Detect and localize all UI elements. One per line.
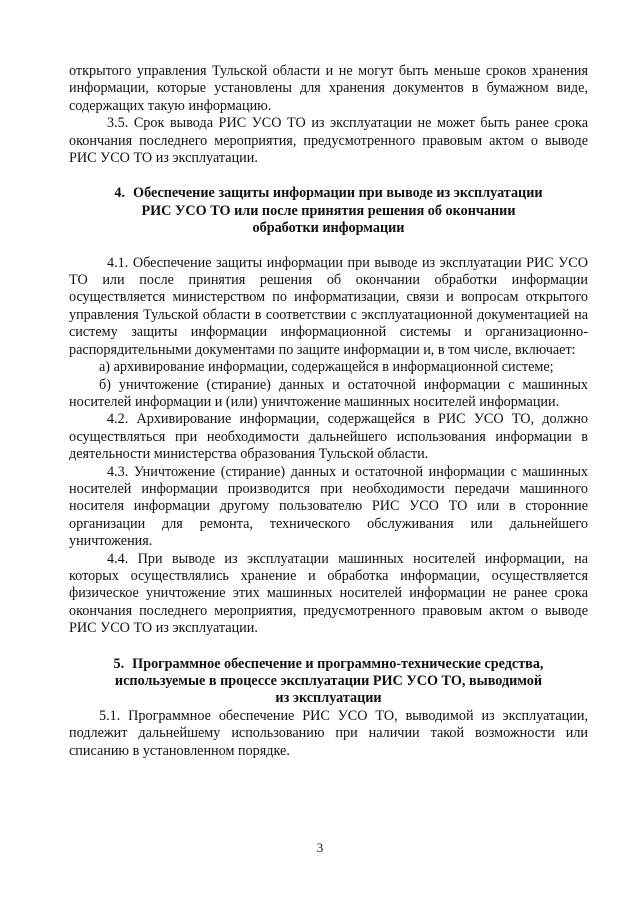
section-5-heading-line-3: из эксплуатации — [275, 690, 382, 707]
section-5-heading-line-1 — [69, 656, 588, 673]
section-spacer — [69, 167, 588, 185]
section-4-heading — [69, 185, 588, 237]
section-4-number: 4. — [114, 185, 126, 202]
document-body — [69, 63, 588, 760]
paragraph-4-1: 4.1. Обеспечение защиты информации при выводе из эксплуатации РИС УСО ТО или после принятия решения об окончании обработки информации осуществляется министерством по информатизации, связи и вопросам открытого управления Тульской области в соответствии с эксплуатационной документацией на систему защиты информации информационной системы и организационно-распорядительными документами по защите информации и, в том числе, включает: — [69, 254, 588, 358]
paragraph-4-3: 4.3. Уничтожение (стирание) данных и остаточной информации с машинных носителей информации производится при необходимости передачи машинного носителя информации другому пользователю РИС УСО ТО или в сторонние организации для ремонта, технического обслуживания или дальнейшего уничтожения. — [69, 463, 588, 550]
paragraph-4-1-a: а) архивирование информации, содержащейся в информационной системе; — [99, 359, 554, 376]
section-5-title-part-1: Программное обеспечение и программно-технические средства, — [132, 655, 544, 672]
paragraph-4-4: 4.4. При выводе из эксплуатации машинных носителей информации, на которых осуществлялись хранение и обработка информации, осуществляется физическое уничтожение этих машинных носителей информации не ранее срока окончания последнего мероприятия, предусмотренного правовым актом о выводе РИС УСО ТО из эксплуатации. — [69, 550, 588, 637]
section-5-heading-line-2: используемые в процессе эксплуатации РИС УСО ТО, выводимой — [114, 673, 543, 689]
section-4-title-part-1: Обеспечение защиты информации при выводе из эксплуатации — [133, 185, 543, 202]
paragraph-5-1: 5.1. Программное обеспечение РИС УСО ТО, выводимой из эксплуатации, подлежит дальнейшему использованию при наличии такой возможности или списанию в установленном порядке. — [69, 707, 588, 759]
paragraph-3-4-continuation: открытого управления Тульской области и не могут быть меньше сроков хранения информации, которые установлены для хранения документов в бумажном виде, содержащих такую информацию. — [69, 63, 588, 114]
page-number: 3 — [316, 840, 324, 855]
section-5-heading — [69, 656, 588, 708]
section-5-number: 5. — [113, 655, 125, 672]
paragraph-3-5: 3.5. Срок вывода РИС УСО ТО из эксплуатации не может быть ранее срока окончания последнего мероприятия, предусмотренного правовым актом о выводе РИС УСО ТО из эксплуатации. — [69, 115, 588, 167]
section-spacer — [69, 638, 588, 656]
section-4-heading-line-2: РИС УСО ТО или после принятия решения об окончании — [141, 202, 516, 219]
section-4-heading-line-3: обработки информации — [252, 220, 405, 237]
section-4-heading-line-1 — [69, 185, 588, 202]
paragraph-4-1-b: б) уничтожение (стирание) данных и остаточной информации с машинных носителей информации и (или) уничтожение машинных носителей информации. — [69, 376, 588, 410]
paragraph-4-2: 4.2. Архивирование информации, содержащейся в РИС УСО ТО, должно осуществляться при необходимости дальнейшего использования информации в деятельности министерства образования Тульской области. — [69, 411, 588, 463]
section-spacer — [69, 238, 588, 255]
